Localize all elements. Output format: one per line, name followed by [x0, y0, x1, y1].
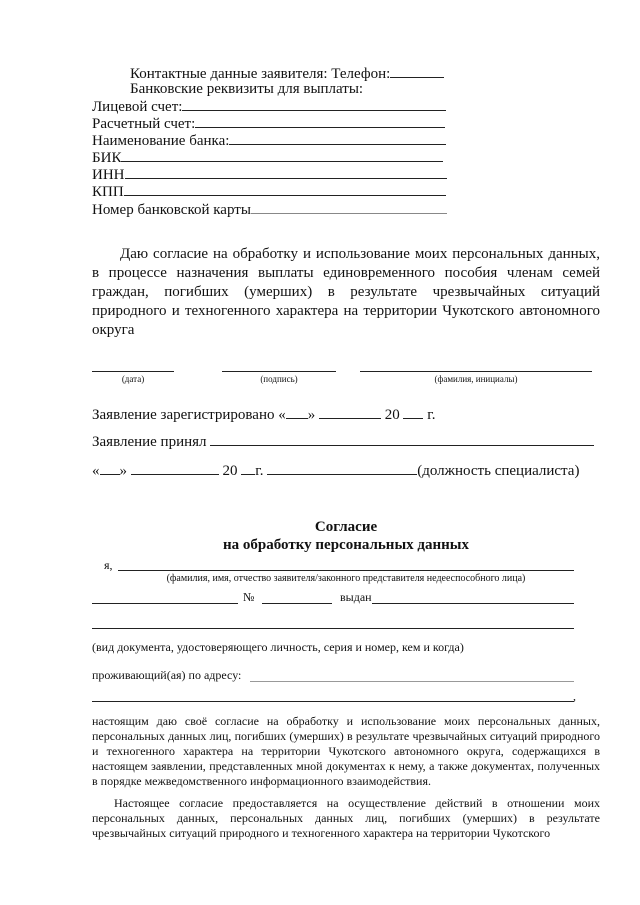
year-suffix: г.: [255, 463, 264, 479]
field-label: КПП: [92, 184, 124, 200]
signature-line[interactable]: [222, 371, 336, 372]
personal-account-line[interactable]: [182, 97, 446, 111]
registered-day-line[interactable]: [286, 405, 308, 419]
agreement-paragraph-1: настоящим даю своё согласие на обработку и использование моих персональных данных, персональных данных лиц, погибших (умерших) в результате чрезвычайных ситуаций природного и техногенного характера на территории Чукотского автономного округа, содержащихся в настоящем заявлении, представленных мной документах к нему, а также документах, полученных в порядке межведомственного информационного взаимодействия.: [92, 714, 600, 788]
accepted-label: Заявление принял: [92, 434, 207, 450]
accepted-row: [92, 432, 594, 451]
doc-number-line[interactable]: [262, 603, 332, 604]
registered-month-line[interactable]: [319, 405, 381, 419]
address-label: проживающий(ая) по адресу:: [92, 668, 242, 682]
agreement-paragraph-2: Настоящее согласие предоставляется на осуществление действий в отношении моих персональных данных, персональных данных лиц, погибших (умерших) в результате чрезвычайных ситуаций природного и техногенного характера на территории Чукотского: [92, 796, 600, 840]
field-label: Наименование банка:: [92, 133, 230, 149]
address-line-2[interactable]: [92, 701, 574, 702]
issued-line[interactable]: [372, 603, 574, 604]
bik-line[interactable]: [121, 148, 443, 162]
registered-suffix: г.: [427, 407, 436, 423]
kpp-line[interactable]: [124, 182, 446, 196]
registered-year-line[interactable]: [403, 405, 423, 419]
date-close: »: [119, 463, 127, 479]
accepted-line[interactable]: [210, 432, 594, 446]
name-line[interactable]: [360, 371, 592, 372]
bank-header: Банковские реквизиты для выплаты:: [130, 81, 364, 97]
field-row-card: [92, 200, 447, 219]
bank-name-line[interactable]: [229, 131, 446, 145]
doc-caption: (вид документа, удостоверяющего личность, серия и номер, кем и когда): [92, 640, 464, 654]
year-label: 20: [222, 463, 238, 479]
name-caption: (фамилия, инициалы): [434, 374, 518, 384]
agreement-subtitle: на обработку персональных данных: [223, 537, 469, 553]
registered-year: 20: [384, 407, 400, 423]
registered-row: [92, 405, 435, 424]
position-caption: (должность специалиста): [417, 463, 580, 479]
consent-paragraph: Даю согласие на обработку и использование моих персональных данных, в процессе назначения выплаты единовременного пособия членам семей граждан, погибших (умерших) в результате чрезвычайных ситуаций природного и техногенного характера на территории Чукотского автономного округа: [92, 246, 600, 338]
year-line[interactable]: [241, 461, 255, 475]
field-row-kpp: [92, 182, 446, 201]
inn-line[interactable]: [125, 165, 447, 179]
phone-line[interactable]: [390, 64, 444, 78]
field-label: ИНН: [92, 167, 125, 183]
field-label: Расчетный счет:: [92, 116, 196, 132]
phone-label: Контактные данные заявителя: Телефон:: [130, 66, 391, 82]
settlement-account-line[interactable]: [195, 114, 445, 128]
field-label: Номер банковской карты: [92, 202, 251, 218]
field-label: БИК: [92, 150, 122, 166]
position-line[interactable]: [267, 461, 417, 475]
specialist-row: [92, 461, 579, 480]
date-caption: (дата): [121, 374, 145, 384]
date-open: «: [92, 463, 100, 479]
registered-mid: »: [307, 407, 316, 423]
address-comma: ,: [573, 689, 576, 703]
field-label: Лицевой счет:: [92, 99, 183, 115]
date-line[interactable]: [92, 371, 174, 372]
fio-caption: (фамилия, имя, отчество заявителя/законного представителя недееспособного лица): [166, 573, 526, 584]
signature-caption: (подпись): [260, 374, 298, 384]
doc-type-line[interactable]: [92, 603, 238, 604]
issued-label: выдан: [340, 590, 372, 604]
fio-line[interactable]: [118, 570, 574, 571]
month-line[interactable]: [131, 461, 219, 475]
card-number-line[interactable]: [251, 200, 447, 214]
i-label: я,: [104, 558, 113, 572]
doc-details-line[interactable]: [92, 628, 574, 629]
day-line[interactable]: [100, 461, 120, 475]
agreement-title: Согласие: [314, 519, 378, 535]
registered-prefix: Заявление зарегистрировано «: [92, 407, 286, 423]
address-line[interactable]: [250, 681, 574, 682]
number-sign: №: [243, 590, 255, 604]
